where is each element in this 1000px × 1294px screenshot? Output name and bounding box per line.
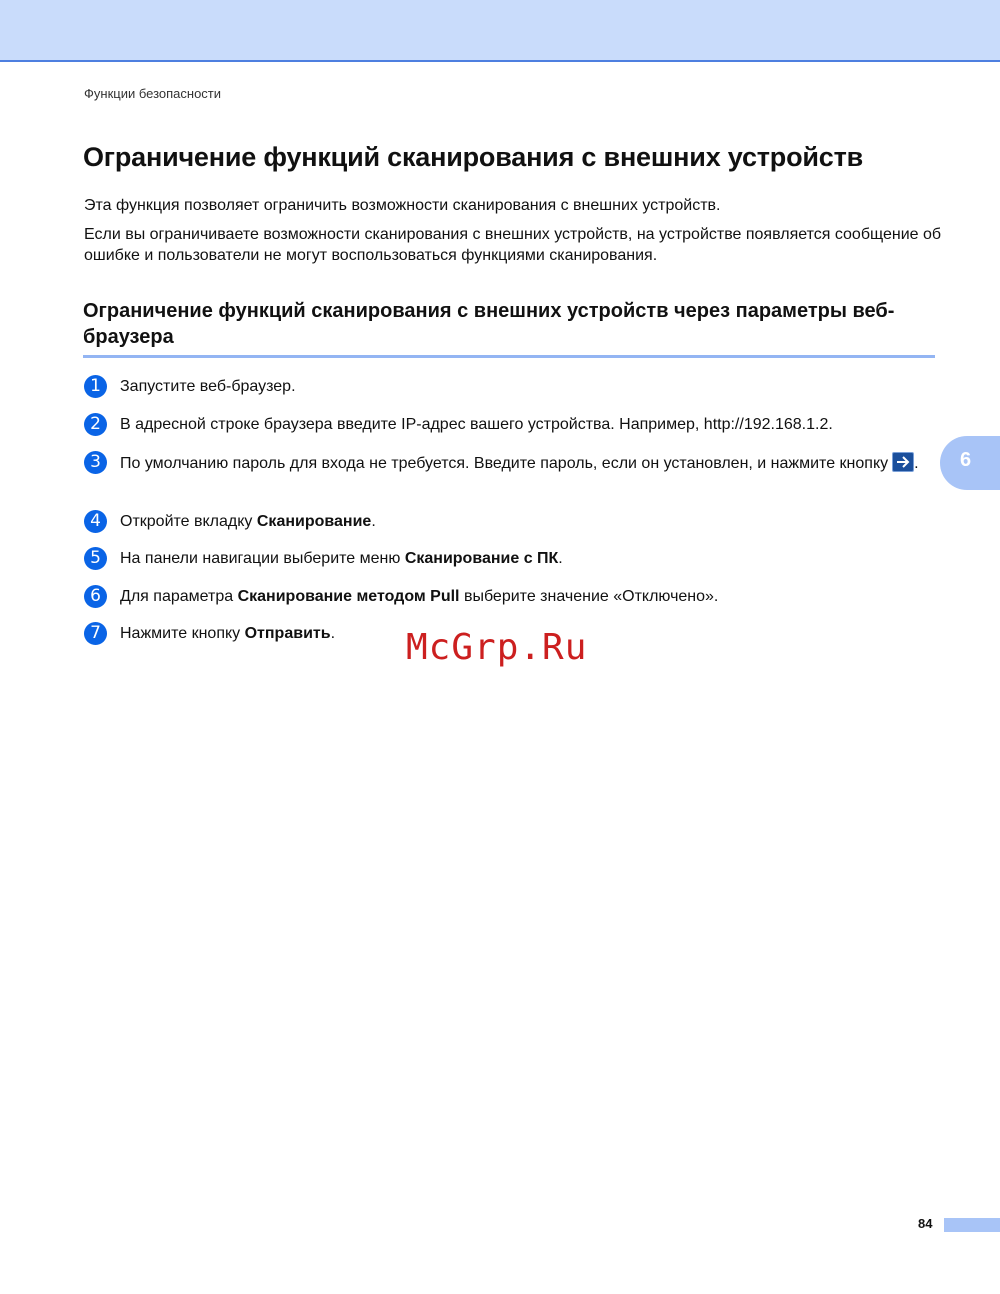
step-text-part: выберите значение «Отключено». [459,588,719,605]
page-number: 84 [918,1216,933,1231]
step-number: 6 [84,585,107,608]
step-number: 1 [84,375,107,398]
step-text-part: Для параметра [120,588,238,605]
button-name: Отправить [244,625,331,642]
step-text-part: По умолчанию пароль для входа не требуется. Введите пароль, если он установлен, и нажмите кнопку [120,455,889,472]
menu-name: Сканирование с ПК [404,550,559,567]
step-text-part: Нажмите кнопку [120,625,245,642]
step-text [120,511,940,532]
step-text-part: Откройте вкладку [120,513,257,530]
step-text-part: . [330,625,336,642]
step-number: 7 [84,622,107,645]
watermark: McGrp.Ru [406,627,588,668]
step-number: 5 [84,547,107,570]
arrow-right-icon [892,452,914,472]
footer-bar [944,1218,1000,1232]
step-text [120,452,940,474]
step-number: 4 [84,510,107,533]
step-text-part: . [371,513,376,530]
step-text: В адресной строке браузера введите IP-адрес вашего устройства. Например, http://192.168.1.2. [120,416,833,433]
step-text-part: . [914,455,919,472]
step-text-part: На панели навигации выберите меню [120,550,405,567]
parameter-name: Сканирование методом Pull [237,588,460,605]
chapter-tab [940,436,1000,490]
step-text: Запустите веб-браузер. [120,378,296,395]
step-text-part: . [558,550,563,567]
breadcrumb: Функции безопасности [84,86,222,101]
step-text [120,548,940,569]
step-number: 3 [84,451,107,474]
page-title: Ограничение функций сканирования с внешних устройств [83,142,864,172]
intro-paragraph: Если вы ограничиваете возможности сканирования с внешних устройств, на устройстве появляется сообщение об ошибке и пользователи не могут воспользоваться функциями сканирования. [84,226,942,264]
intro-paragraph: Эта функция позволяет ограничить возможности сканирования с внешних устройств. [84,197,721,214]
step-number: 2 [84,413,107,436]
tab-name: Сканирование [256,513,372,530]
section-title: Ограничение функций сканирования с внешних устройств через параметры веб-браузера [83,298,935,358]
header-band [0,0,1000,62]
chapter-number: 6 [960,449,972,471]
step-text [120,586,940,607]
